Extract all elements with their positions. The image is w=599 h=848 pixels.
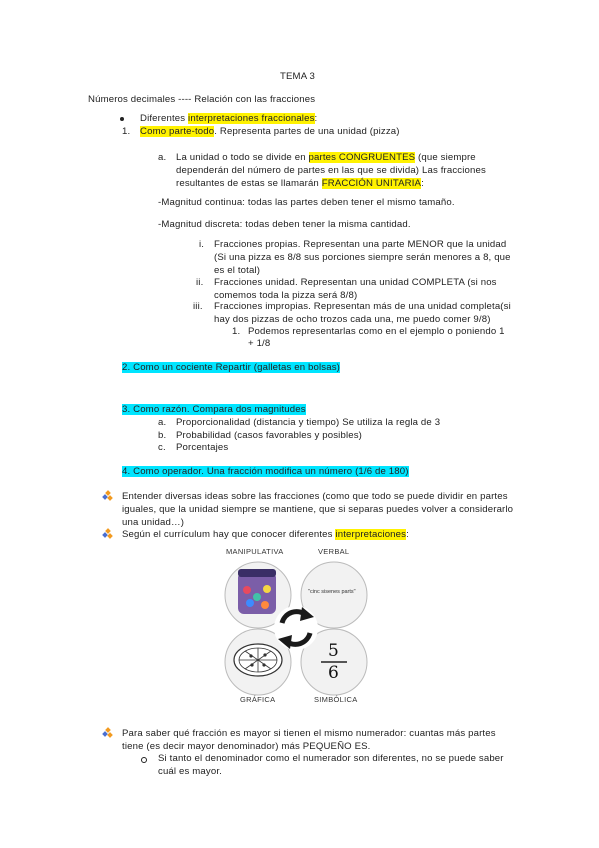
para1-line2: iguales, que la unidad siempre se mantiene, que si separas puedes volver a considerarlo bbox=[122, 504, 514, 515]
item3-a-text: Proporcionalidad (distancia y tiempo) Se utiliza la regla de 3 bbox=[176, 417, 441, 428]
label-manipulativa: MANIPULATIVA bbox=[226, 547, 284, 556]
fraction-denominator: 6 bbox=[328, 663, 339, 683]
item4-text bbox=[122, 465, 409, 478]
subtitle: Números decimales ---- Relación con las fracciones bbox=[88, 94, 316, 105]
highlight-cociente: 2. Como un cociente Repartir (galletas en bolsas) bbox=[122, 362, 340, 373]
item1-number: 1. bbox=[122, 126, 131, 137]
item1-text: Como parte-todo. Representa partes de una unidad (pizza) bbox=[140, 126, 400, 137]
highlight-parte-todo: Como parte-todo bbox=[140, 126, 215, 137]
roman-i-marker: i. bbox=[199, 239, 205, 250]
sub1-line1: Podemos representarlas como en el ejemplo o poniendo 1 bbox=[248, 326, 505, 337]
diamond-bullet-icon bbox=[103, 491, 113, 501]
para2: Según el currículum hay que conocer diferentes interpretaciones: bbox=[122, 529, 409, 540]
item3-a-marker: a. bbox=[158, 417, 167, 428]
highlight-razon: 3. Como razón. Compara dos magnitudes bbox=[122, 404, 306, 415]
diamond-bullet-icon bbox=[103, 529, 113, 539]
para3-line2: tiene (es decir mayor denominador) más PEQUEÑO ES. bbox=[122, 741, 371, 752]
item-a-line1: La unidad o todo se divide en partes CONGRUENTES (que siempre bbox=[176, 152, 476, 163]
magnitud-discreta: -Magnitud discreta: todas deben tener la misma cantidad. bbox=[158, 219, 411, 230]
item3-text bbox=[122, 403, 306, 416]
circle-bullet-icon bbox=[141, 757, 147, 763]
diagram-graphic bbox=[222, 545, 372, 705]
page-title: TEMA 3 bbox=[280, 71, 316, 82]
para3-line1: Para saber qué fracción es mayor si tienen el mismo numerador: cuantas más partes bbox=[122, 728, 496, 739]
label-grafica: GRÁFICA bbox=[240, 695, 276, 704]
bullet-icon bbox=[120, 117, 124, 121]
sub1-marker: 1. bbox=[232, 326, 241, 337]
roman-i-line1: Fracciones propias. Representan una parte MENOR que la unidad bbox=[214, 239, 507, 250]
para3-sub-line2: cuál es mayor. bbox=[158, 766, 222, 777]
item-a-line3: resultantes de estas se llamarán FRACCIÓN UNITARIA: bbox=[176, 178, 424, 189]
para1-line1: Entender diversas ideas sobre las fracciones (como que todo se puede dividir en partes bbox=[122, 491, 508, 502]
highlight-interpretaciones: interpretaciones fraccionales bbox=[188, 113, 315, 124]
fraction-numerator: 5 bbox=[328, 641, 339, 661]
label-simbolica: SIMBÓLICA bbox=[314, 695, 358, 704]
roman-ii-line1: Fracciones unidad. Representan una unidad COMPLETA (si nos bbox=[214, 277, 497, 288]
highlight-operador: 4. Como operador. Una fracción modifica un número (1/6 de 180) bbox=[122, 466, 409, 477]
verbal-quote: "cinc sisenes parts" bbox=[308, 589, 356, 595]
item3-b-text: Probabilidad (casos favorables y posibles) bbox=[176, 430, 363, 441]
roman-iii-line2: hay dos pizzas de ocho trozos cada una, me puedo comer 9/8) bbox=[214, 314, 491, 325]
roman-i-line3: es el total) bbox=[214, 265, 261, 276]
roman-iii-marker: iii. bbox=[193, 301, 203, 312]
item3-b-marker: b. bbox=[158, 430, 167, 441]
sub1-line2: + 1/8 bbox=[248, 338, 271, 349]
item2-text bbox=[122, 361, 340, 374]
diamond-bullet-icon bbox=[103, 728, 113, 738]
item-a-marker: a. bbox=[158, 152, 167, 163]
highlight-interpretaciones-2: interpretaciones bbox=[335, 529, 407, 540]
roman-ii-marker: ii. bbox=[196, 277, 204, 288]
highlight-fraccion-unitaria: FRACCIÓN UNITARIA bbox=[321, 178, 422, 189]
roman-i-line2: (Si una pizza es 8/8 sus porciones siempre serán menores a 8, que bbox=[214, 252, 511, 263]
roman-iii-line1: Fracciones impropias. Representan más de una unidad completa(si bbox=[214, 301, 511, 312]
magnitud-continua: -Magnitud continua: todas las partes deben tener el mismo tamaño. bbox=[158, 197, 455, 208]
item3-c-text: Porcentajes bbox=[176, 442, 229, 453]
highlight-partes-congruentes: partes CONGRUENTES bbox=[308, 152, 416, 163]
interpretations-diagram bbox=[222, 545, 372, 705]
para1-line3: una unidad…) bbox=[122, 517, 185, 528]
para3-sub-line1: Si tanto el denominador como el numerador son diferentes, no se puede saber bbox=[158, 753, 504, 764]
item3-c-marker: c. bbox=[158, 442, 166, 453]
bullet-interpretaciones: Diferentes interpretaciones fraccionales: bbox=[140, 113, 318, 124]
roman-ii-line2: comemos toda la pizza será 8/8) bbox=[214, 290, 358, 301]
label-verbal: VERBAL bbox=[318, 547, 350, 556]
item-a-line2: dependerán del número de partes en las que se divida) Las fracciones bbox=[176, 165, 486, 176]
